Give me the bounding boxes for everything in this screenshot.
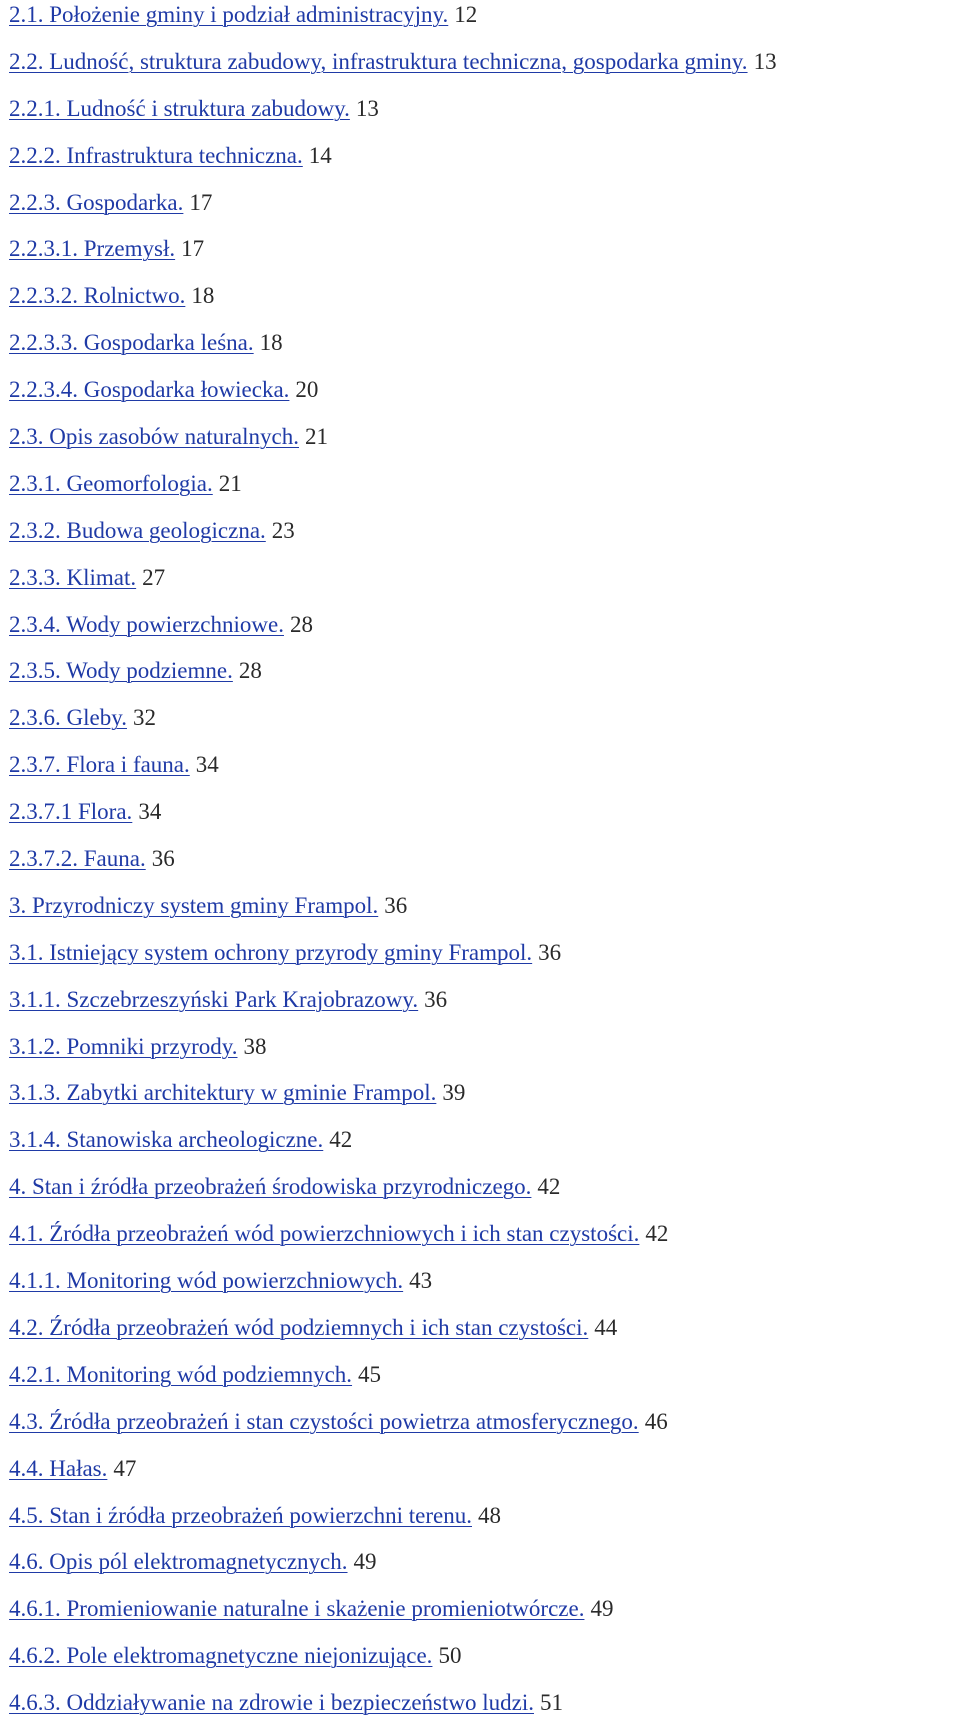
toc-link[interactable]: 2.3. Opis zasobów naturalnych. (9, 424, 299, 450)
toc-entry (9, 938, 960, 985)
toc-entry (9, 610, 960, 657)
toc-entry (9, 516, 960, 563)
toc-entry (9, 703, 960, 750)
toc-entry (9, 750, 960, 797)
toc-entry (9, 1078, 960, 1125)
toc-page-number: 12 (454, 2, 478, 27)
toc-link[interactable]: 3. Przyrodniczy system gminy Frampol. (9, 892, 379, 918)
toc-page-number: 39 (442, 1080, 466, 1106)
toc-entry (9, 47, 960, 94)
toc-link[interactable]: 4. Stan i źródła przeobrażeń środowiska przyrodniczego. (9, 1174, 532, 1200)
toc-entry (9, 1547, 960, 1594)
toc-entry (9, 656, 960, 703)
toc-page-number: 17 (181, 236, 205, 262)
toc-page-number: 42 (645, 1221, 669, 1247)
toc-link[interactable]: 4.5. Stan i źródła przeobrażeń powierzchni terenu. (9, 1502, 472, 1528)
toc-entry (9, 141, 960, 188)
toc-link[interactable]: 2.2.3. Gospodarka. (9, 189, 184, 215)
toc-link[interactable]: 2.2.3.3. Gospodarka leśna. (9, 330, 254, 356)
toc-page-number: 28 (238, 658, 262, 684)
toc-link[interactable]: 2.3.5. Wody podziemne. (9, 658, 233, 684)
toc-entry (9, 1219, 960, 1266)
toc-page-number: 20 (295, 377, 319, 403)
toc-entry (9, 188, 960, 235)
toc-link[interactable]: 2.3.2. Budowa geologiczna. (9, 517, 266, 543)
toc-link[interactable]: 2.3.7.1 Flora. (9, 799, 133, 825)
toc-link[interactable]: 4.4. Hałas. (9, 1455, 108, 1481)
toc-entry (9, 985, 960, 1032)
toc-page-number: 27 (142, 564, 166, 590)
toc-entry (9, 891, 960, 938)
toc-link[interactable]: 2.3.6. Gleby. (9, 705, 127, 731)
toc-entry (9, 94, 960, 141)
toc-entry (9, 375, 960, 422)
toc-entry (9, 1641, 960, 1688)
toc-page-number: 21 (305, 424, 328, 450)
toc-page-number: 42 (329, 1127, 353, 1153)
toc-page-number: 50 (438, 1643, 462, 1669)
toc-link[interactable]: 2.3.1. Geomorfologia. (9, 470, 213, 496)
toc-page-number: 17 (189, 189, 213, 215)
toc-page-number: 46 (644, 1408, 668, 1434)
toc-entry (9, 1594, 960, 1641)
toc-entry (9, 422, 960, 469)
toc-link[interactable]: 4.2.1. Monitoring wód podziemnych. (9, 1361, 353, 1387)
toc-page-number: 36 (384, 892, 408, 918)
toc-link[interactable]: 4.6. Opis pól elektromagnetycznych. (9, 1549, 348, 1575)
toc-page-number: 38 (243, 1033, 267, 1059)
toc-link[interactable]: 4.6.1. Promieniowanie naturalne i skażenie promieniotwórcze. (9, 1596, 585, 1622)
toc-page-number: 44 (594, 1314, 618, 1340)
toc-entry (9, 234, 960, 281)
toc-link[interactable]: 3.1.1. Szczebrzeszyński Park Krajobrazowy. (9, 986, 419, 1012)
toc-entry (9, 1407, 960, 1454)
toc-entry (9, 1688, 960, 1735)
toc-entry (9, 844, 960, 891)
toc-page-number: 36 (424, 986, 448, 1012)
toc-page-number: 21 (218, 470, 242, 496)
toc-link[interactable]: 2.2.3.2. Rolnictwo. (9, 283, 186, 309)
toc-link[interactable]: 2.3.7. Flora i fauna. (9, 752, 190, 778)
toc-page-number: 18 (191, 283, 215, 309)
toc-page-number: 42 (537, 1174, 561, 1200)
toc-page-number: 36 (538, 939, 562, 965)
toc-link[interactable]: 2.2.2. Infrastruktura techniczna. (9, 142, 303, 168)
toc-page-number: 47 (113, 1455, 137, 1481)
toc-page-number: 13 (753, 48, 777, 74)
table-of-contents (9, 0, 960, 1735)
toc-link[interactable]: 4.6.3. Oddziaływanie na zdrowie i bezpieczeństwo ludzi. (9, 1690, 534, 1716)
toc-link[interactable]: 2.2.3.4. Gospodarka łowiecka. (9, 377, 290, 403)
toc-page-number: 48 (478, 1502, 501, 1528)
toc-entry (9, 1360, 960, 1407)
toc-page-number: 34 (195, 752, 219, 778)
toc-page-number: 34 (138, 799, 162, 825)
toc-page-number: 36 (151, 846, 175, 872)
toc-page-number: 13 (355, 95, 379, 121)
toc-link[interactable]: 2.1. Położenie gminy i podział administracyjny. (9, 2, 449, 27)
toc-entry (9, 0, 960, 47)
toc-link[interactable]: 2.2.3.1. Przemysł. (9, 236, 176, 262)
toc-link[interactable]: 2.2. Ludność, struktura zabudowy, infrastruktura techniczna, gospodarka gminy. (9, 48, 748, 74)
toc-link[interactable]: 4.2. Źródła przeobrażeń wód podziemnych i ich stan czystości. (9, 1314, 589, 1340)
toc-page-number: 28 (289, 611, 313, 637)
toc-page-number: 18 (259, 330, 283, 356)
toc-link[interactable]: 2.3.7.2. Fauna. (9, 846, 146, 872)
toc-entry (9, 469, 960, 516)
toc-link[interactable]: 4.3. Źródła przeobrażeń i stan czystości powietrza atmosferycznego. (9, 1408, 639, 1434)
toc-page-number: 49 (353, 1549, 377, 1575)
toc-page-number: 32 (132, 705, 156, 731)
toc-entry (9, 797, 960, 844)
toc-page-number: 51 (539, 1690, 563, 1716)
toc-entry (9, 328, 960, 375)
toc-link[interactable]: 3.1.2. Pomniki przyrody. (9, 1033, 238, 1059)
toc-entry (9, 1266, 960, 1313)
toc-link[interactable]: 2.3.3. Klimat. (9, 564, 137, 590)
toc-page-number: 43 (409, 1268, 433, 1294)
toc-entry (9, 1313, 960, 1360)
toc-entry (9, 563, 960, 610)
toc-page-number: 23 (271, 517, 295, 543)
toc-link[interactable]: 3.1. Istniejący system ochrony przyrody gminy Frampol. (9, 939, 533, 965)
toc-entry (9, 1125, 960, 1172)
toc-entry (9, 1454, 960, 1501)
toc-entry (9, 1032, 960, 1079)
toc-page-number: 45 (358, 1361, 382, 1387)
toc-page-number: 14 (308, 142, 332, 168)
toc-page-number: 49 (590, 1596, 614, 1622)
toc-link[interactable]: 3.1.3. Zabytki architektury w gminie Frampol. (9, 1080, 437, 1106)
toc-link[interactable]: 4.1.1. Monitoring wód powierzchniowych. (9, 1268, 404, 1294)
toc-entry (9, 281, 960, 328)
toc-link[interactable]: 3.1.4. Stanowiska archeologiczne. (9, 1127, 324, 1153)
toc-link[interactable]: 4.6.2. Pole elektromagnetyczne niejonizujące. (9, 1643, 433, 1669)
toc-entry (9, 1501, 960, 1548)
toc-entry (9, 1172, 960, 1219)
toc-link[interactable]: 4.1. Źródła przeobrażeń wód powierzchniowych i ich stan czystości. (9, 1221, 640, 1247)
toc-link[interactable]: 2.3.4. Wody powierzchniowe. (9, 611, 284, 637)
toc-link[interactable]: 2.2.1. Ludność i struktura zabudowy. (9, 95, 350, 121)
